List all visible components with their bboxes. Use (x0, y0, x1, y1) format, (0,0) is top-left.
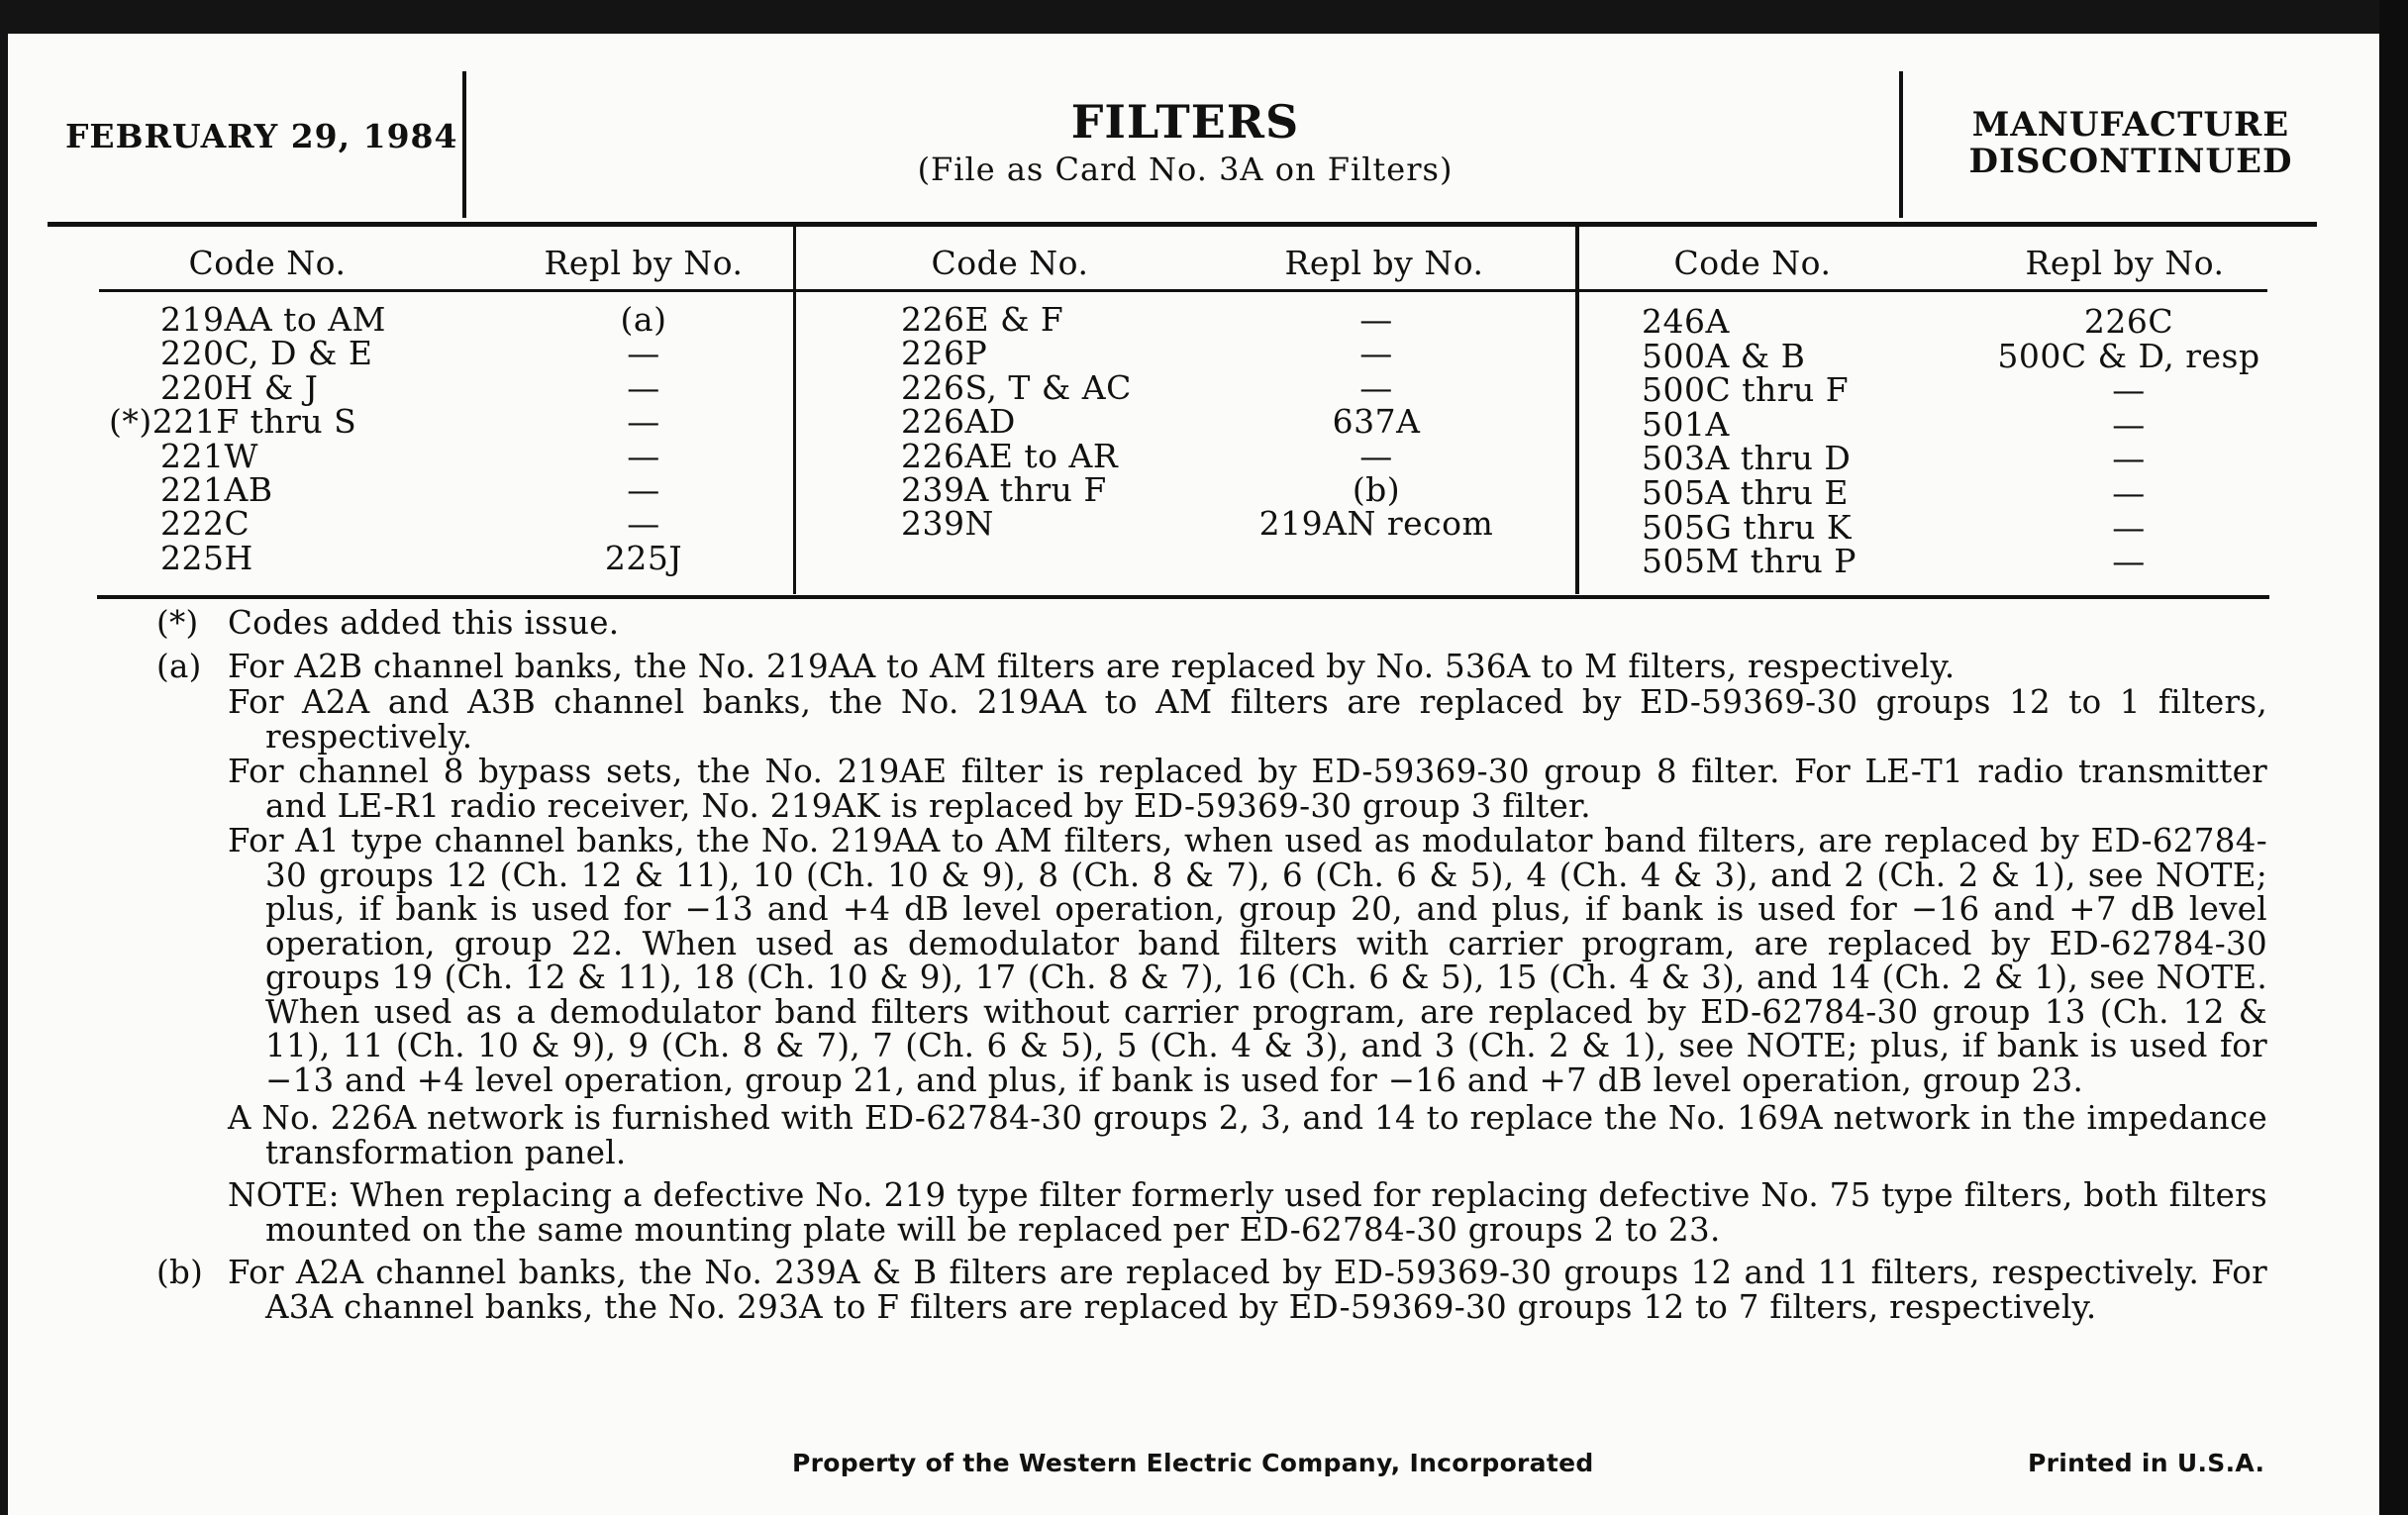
column-header-rule (99, 289, 2267, 292)
col1-repl-header: Repl by No. (544, 244, 744, 282)
code-cell: 505G thru K (1642, 507, 1853, 547)
note-b (156, 1254, 2267, 1326)
repl-cell: — (627, 470, 660, 510)
col2-code-header: Code No. (931, 244, 1089, 282)
code-cell: 220H & J (160, 367, 319, 407)
code-cell: 222C (160, 504, 251, 544)
note-added-codes (156, 604, 2208, 642)
status-line-1: MANUFACTURE (1971, 105, 2290, 145)
note-text: Codes added this issue. (228, 604, 620, 642)
repl-cell: 500C & D, resp (1997, 336, 2260, 375)
footer-property: Property of the Western Electric Company, Incorporated (792, 1449, 1594, 1477)
table-divider-2 (1575, 224, 1579, 594)
note-mark: (*) (156, 604, 199, 642)
note-a-p5 (228, 1101, 2267, 1169)
col1-code-list (109, 300, 465, 577)
code-cell: 226AD (901, 402, 1016, 442)
repl-cell: — (2112, 370, 2146, 410)
repl-cell: (a) (620, 300, 667, 339)
repl-cell: 225J (604, 538, 683, 577)
repl-cell: — (627, 436, 660, 475)
repl-cell: — (627, 334, 660, 373)
col3-code-list (1642, 302, 1998, 581)
status-label (1903, 107, 2358, 180)
note-a-p1 (156, 648, 2267, 685)
note-text: For channel 8 bypass sets, the No. 219AE filter is replaced by ED-59369-30 group 8 filter. For LE-T1 radio transmitter and LE-R1 radio receiver, No. 219AK is replaced by ED-59369-30 group 3 filter. (228, 753, 2267, 825)
note-text: For A1 type channel banks, the No. 219AA to AM filters, when used as modulator band filters, are replaced by ED-62784-30 groups 12 (Ch. 12 & 11), 10 (Ch. 10 & 9), 8 (Ch. 8 & 7), 6 (Ch. 6 & 5), 4 (Ch. 4 & 3), and 2 (Ch. 2 & 1), see NOTE; plus, if bank is used for −13 and +4 dB level operation, group 20, and plus, if bank is used for −16 and +7 dB level operation, group 22. When used as demodulator band filters with carrier program, are replaced by ED-62784-30 groups 19 (Ch. 12 & 11), 18 (Ch. 10 & 9), 17 (Ch. 8 & 7), 16 (Ch. 6 & 5), 15 (Ch. 4 & 3), and 14 (Ch. 2 & 1), see NOTE. When used as a demodulator band filters without carrier program, are replaced by ED-62784-30 group 13 (Ch. 12 & 11), 11 (Ch. 10 & 9), 9 (Ch. 8 & 7), 7 (Ch. 6 & 5), 5 (Ch. 4 & 3), and 3 (Ch. 2 & 1), see NOTE; plus, if bank is used for −13 and +4 level operation, group 21, and plus, if bank is used for −16 and +7 dB level operation, group 23. (228, 822, 2267, 1099)
code-cell: 226S, T & AC (901, 367, 1132, 407)
col3-repl-list (1980, 302, 2277, 581)
repl-cell: 219AN recom (1258, 504, 1494, 544)
note-a-p3 (228, 755, 2267, 823)
col1-code-header: Code No. (188, 244, 347, 282)
code-cell: 505A thru E (1642, 472, 1849, 512)
note-text: For A2B channel banks, the No. 219AA to AM filters are replaced by No. 536A to M filters, respectively. (228, 648, 1956, 685)
repl-cell: (b) (1352, 470, 1401, 510)
repl-cell: — (2112, 439, 2146, 478)
footer-printed: Printed in U.S.A. (2028, 1449, 2265, 1477)
note-a-p4 (228, 824, 2267, 1097)
code-cell: 500C thru F (1642, 370, 1850, 410)
code-cell: 226P (901, 334, 988, 373)
code-cell: 221AB (160, 470, 273, 510)
col2-repl-header: Repl by No. (1284, 244, 1484, 282)
repl-cell: 226C (2083, 302, 2174, 341)
repl-cell: — (1359, 436, 1393, 475)
repl-cell: — (627, 367, 660, 407)
page-subtitle: (File as Card No. 3A on Filters) (917, 151, 1454, 188)
scan-edge (2379, 0, 2408, 1515)
col1-repl-list (535, 300, 752, 577)
repl-cell: — (2112, 404, 2146, 444)
note-text: NOTE: When replacing a defective No. 219 type filter formerly used for replacing defective No. 75 type filters, both filters mounted on the same mounting plate will be replaced per ED-62784-30 groups 2 to 23. (228, 1176, 2267, 1249)
col3-code-header: Code No. (1673, 244, 1832, 282)
col2-repl-list (1228, 300, 1525, 544)
note-mark: (b) (156, 1254, 204, 1291)
repl-cell: 637A (1332, 402, 1421, 442)
note-text: For A2A channel banks, the No. 239A & B filters are replaced by ED-59369-30 groups 12 and 11 filters, respectively. For A3A channel banks, the No. 293A to F filters are replaced by ED-59369-30 groups 12 to 7 filters, respectively. (228, 1254, 2267, 1326)
col2-code-list (901, 300, 1257, 544)
note-mark: (a) (156, 648, 202, 685)
status-line-2: DISCONTINUED (1968, 142, 2293, 181)
repl-cell: — (2112, 507, 2146, 547)
code-cell: (*)221F thru S (109, 402, 357, 442)
repl-cell: — (1359, 334, 1393, 373)
code-cell: 220C, D & E (160, 334, 373, 373)
code-cell: 505M thru P (1642, 542, 1857, 581)
repl-cell: — (2112, 542, 2146, 581)
code-cell: 500A & B (1642, 336, 1806, 375)
issue-date: FEBRUARY 29, 1984 (65, 117, 458, 155)
table-divider-1 (793, 224, 796, 594)
repl-cell: — (1359, 300, 1393, 339)
code-cell: 239A thru F (901, 470, 1107, 510)
code-cell: 239N (901, 504, 994, 544)
code-cell: 219AA to AM (160, 300, 386, 339)
table-bottom-rule (97, 595, 2269, 599)
code-cell: 246A (1642, 302, 1730, 341)
page-title: FILTERS (1070, 95, 1300, 149)
repl-cell: — (1359, 367, 1393, 407)
note-text: For A2A and A3B channel banks, the No. 219AA to AM filters are replaced by ED-59369-30 groups 12 to 1 filters, respectively. (228, 683, 2267, 756)
code-cell: 225H (160, 538, 253, 577)
code-cell: 226AE to AR (901, 436, 1119, 475)
repl-cell: — (627, 504, 660, 544)
note-a-p2 (228, 685, 2267, 754)
col3-repl-header: Repl by No. (2025, 244, 2225, 282)
note-a-note (228, 1178, 2267, 1247)
code-cell: 501A (1642, 404, 1730, 444)
code-cell: 221W (160, 436, 258, 475)
code-cell: 226E & F (901, 300, 1064, 339)
code-cell: 503A thru D (1642, 439, 1852, 478)
header-divider-left (462, 71, 466, 218)
repl-cell: — (2112, 472, 2146, 512)
repl-cell: — (627, 402, 660, 442)
note-text: A No. 226A network is furnished with ED-62784-30 groups 2, 3, and 14 to replace the No. 169A network in the impedance transformation panel. (228, 1099, 2267, 1171)
header-rule (48, 222, 2317, 227)
